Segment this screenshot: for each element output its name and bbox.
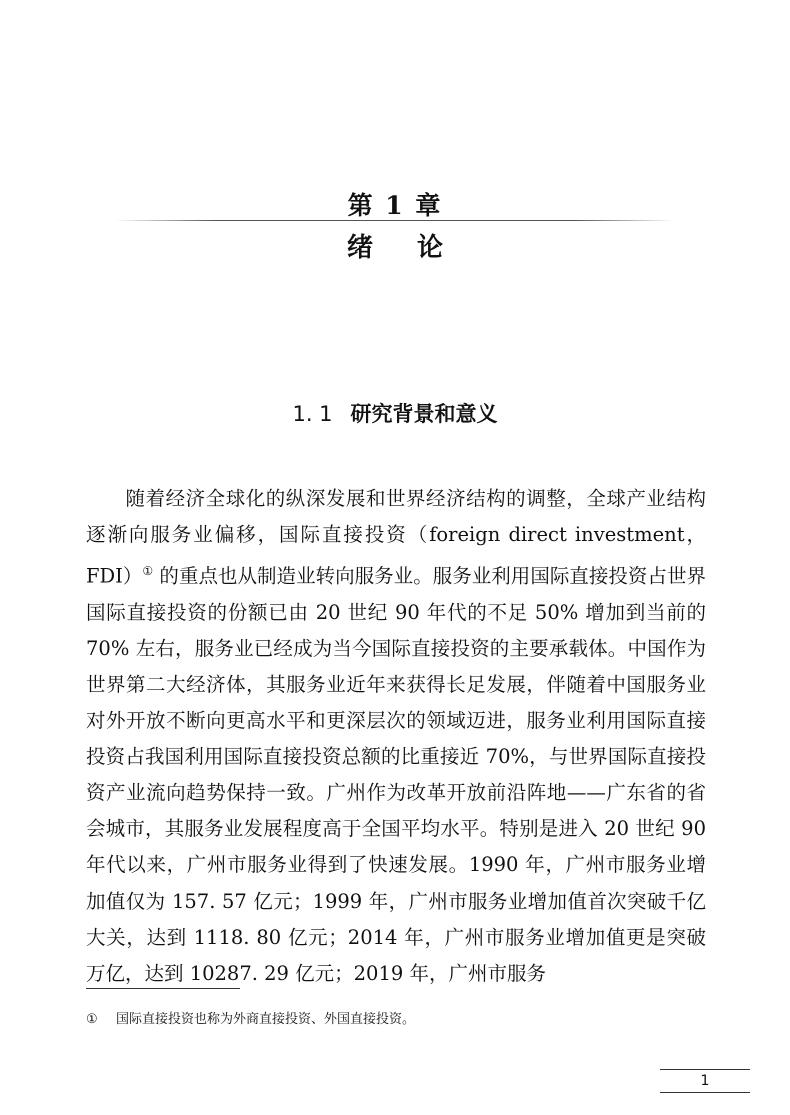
chapter-title (0, 227, 790, 264)
footnote-reference[interactable]: ① (142, 564, 154, 579)
chapter-number: 第 1 章 (347, 191, 443, 220)
footnote-symbol: ① (86, 1012, 98, 1027)
chapter-title-char-2: 论 (417, 233, 444, 263)
footnote-divider (86, 988, 240, 989)
body-text-part-2: 的重点也从制造业转向服务业。服务业利用国际直接投资占世界国际直接投资的份额已由 20 世纪 90 年代的不足 50% 增加到当前的 70% 左右，服务业已经成为当今国际直接投资的主要承载体。中国作为世界第二大经济体，其服务业近年来获得长足发展，伴随着中国服务业对外开放不断向更高水平和更深层次的领域迈进，服务业利用国际直接投资占我国利用国际直接投资总额的比重接近 70%，与世界国际直接投资产业流向趋势保持一致。广州作为改革开放前沿阵地——广东省的省会城市，其服务业发展程度高于全国平均水平。特别是进入 20 世纪 90 年代以来，广州市服务业得到了快速发展。1990 年，广州市服务业增加值仅为 157. 57 亿元；1999 年，广州市服务业增加值首次突破千亿大关，达到 1118. 80 亿元；2014 年，广州市服务业增加值更是突破万亿，达到 10287. 29 亿元；2019 年，广州市服务 (86, 564, 706, 985)
page-number-top-rule (660, 1069, 750, 1070)
body-paragraph (86, 481, 706, 992)
section-number: 1. 1 (292, 402, 333, 426)
chapter-divider (115, 220, 675, 221)
section-title: 研究背景和意义 (350, 402, 498, 426)
chapter-title-char-1: 绪 (346, 233, 373, 263)
page-number-bottom-rule (660, 1092, 750, 1093)
section-heading (0, 398, 790, 428)
body-text-part-1: 随着经济全球化的纵深发展和世界经济结构的调整，全球产业结构逐渐向服务业偏移，国际直接投资（foreign direct investment，FDI） (86, 487, 706, 588)
footnote (86, 1011, 706, 1029)
footnote-text: 国际直接投资也称为外商直接投资、外国直接投资。 (116, 1012, 416, 1027)
page-number: 1 (700, 1073, 710, 1089)
